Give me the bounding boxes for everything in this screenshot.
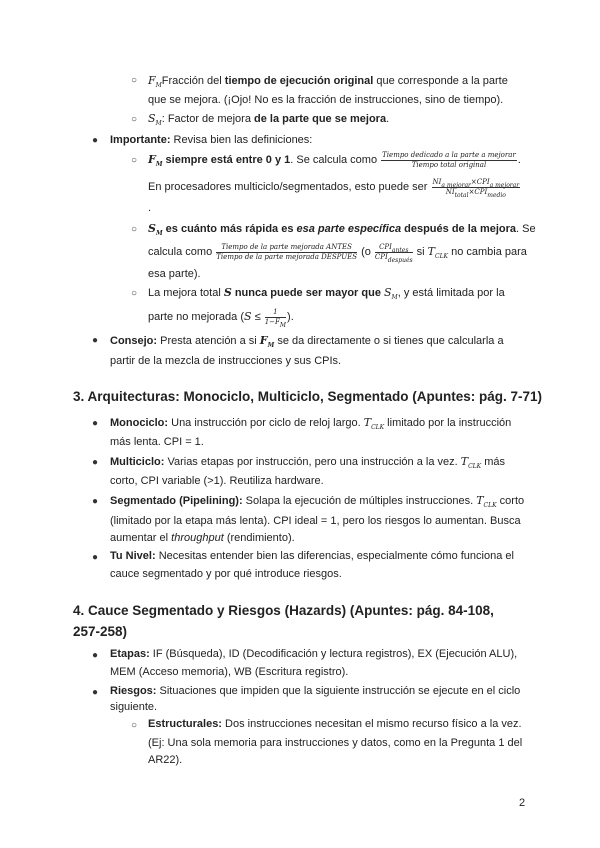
fm-definition-line-2: que se mejora. (¡Ojo! No es la fracción de instrucciones, sino de tiempo). — [148, 94, 504, 106]
riesgos-line: Riesgos: Situaciones que impiden que la siguiente instrucción se ejecute en el ciclo — [110, 685, 521, 697]
limit-line: La mejora total S nunca puede ser mayor que $S_M$, y está limitada por la — [148, 286, 505, 301]
segmentado-line: Segmentado (Pipelining): Solapa la ejecución de múltiples instrucciones. $T_{CLK}$ corto — [110, 494, 525, 509]
consejo-line-2: partir de la mezcla de instrucciones y sus CPIs. — [110, 355, 342, 367]
segmentado-line-2: (limitado por la etapa más lenta). CPI ideal = 1, pero los riesgos lo aumentan. Busca — [110, 515, 521, 527]
limit-line-2: parte no mejorada (S ≤ $\frac{1}{1-FM}$ ). — [148, 307, 294, 329]
fm-range-line: $F_M$ siempre está entre 0 y 1. Se calcula como $\frac{\text{Tiempo dedicado a la parte a mejorar}}{\text{Tiempo total original}}$ . — [148, 150, 521, 169]
section-4-heading: 4. Cauce Segmentado y Riesgos (Hazards) (Apuntes: pág. 84-108, — [73, 603, 494, 618]
riesgos-line-2: siguiente. — [110, 701, 158, 713]
section-4-heading-2: 257-258) — [73, 624, 128, 639]
multiciclo-fm-line: En procesadores multiciclo/segmentados, esto puede ser $\frac{\text{NIa mejorar×CPIa mejorar}}{\text{NItotal×CPImedio}}$ — [148, 177, 520, 199]
hollow-bullet: ○ — [131, 224, 138, 235]
section-3-heading: 3. Arquitecturas: Monociclo, Multiciclo, Segmentado (Apuntes: pág. 7-71) — [73, 389, 543, 404]
etapas-line-2: MEM (Acceso memoria), WB (Escritura registro). — [110, 666, 349, 678]
filled-bullet: ● — [92, 650, 99, 661]
cpi-fraction: $\frac{\text{CPIantes}}{\text{CPIdespués}}$ — [374, 242, 413, 264]
multiciclo-line: Multiciclo: Varias etapas por instrucción, pero una instrucción a la vez. $T_{CLK}$ más — [110, 455, 505, 470]
filled-bullet: ● — [92, 135, 99, 146]
monociclo-line-2: más lenta. CPI = 1. — [110, 436, 204, 448]
fm-definition-line: $F_MFracción$ del tiempo de ejecución original que corresponde a la parte — [148, 74, 508, 89]
multiciclo-line-2: corto, CPI variable (>1). Reutiliza hardware. — [110, 475, 324, 487]
etapas-line: Etapas: IF (Búsqueda), ID (Decodificación y lectura registros), EX (Ejecución ALU), — [110, 648, 518, 660]
sm-calc-line: calcula como $\frac{\text{Tiempo de la parte mejorada ANTES}}{\text{Tiempo de la parte mejorada DESPUÉS}}$ (o $\frac{\text{CPIantes}}{\text{CPIdespués}}$ si $T_{CLK}$ no cambia para — [148, 242, 527, 264]
hollow-bullet: ○ — [131, 720, 138, 731]
esa-parte-line: esa parte). — [148, 268, 201, 280]
filled-bullet: ● — [92, 457, 99, 468]
filled-bullet: ● — [92, 687, 99, 698]
page-number: 2 — [519, 797, 526, 809]
estructurales-line-3: AR22). — [148, 754, 183, 766]
ni-cpi-fraction: $\frac{\text{NIa mejorar×CPIa mejorar}}{\text{NItotal×CPImedio}}$ — [432, 177, 520, 199]
monociclo-line: Monociclo: Una instrucción por ciclo de reloj largo. $T_{CLK}$ limitado por la instrucción — [110, 416, 512, 431]
estructurales-line-2: (Ej: Una sola memoria para instrucciones y datos, como en la Pregunta 1 del — [148, 737, 523, 749]
sm-time-fraction: $\frac{\text{Tiempo de la parte mejorada ANTES}}{\text{Tiempo de la parte mejorada DESPUÉS}}$ — [216, 242, 358, 261]
tu-nivel-line: Tu Nivel: Necesitas entender bien las diferencias, especialmente cómo funciona el — [110, 550, 514, 562]
hollow-bullet: ○ — [131, 288, 138, 299]
dot-line: . — [148, 202, 152, 214]
segmentado-line-3: aumentar el throughput (rendimiento). — [110, 532, 295, 544]
hollow-bullet: ○ — [131, 114, 138, 125]
tu-nivel-line-2: cauce segmentado y por qué introduce riesgos. — [110, 568, 342, 580]
importante-line: Importante: Revisa bien las definiciones: — [110, 134, 313, 146]
sm-speedup-line: $S_M$ es cuánto más rápida es esa parte específica después de la mejora. Se — [148, 222, 536, 237]
estructurales-line: Estructurales: Dos instrucciones necesitan el mismo recurso físico a la vez. — [148, 718, 522, 730]
hollow-bullet: ○ — [131, 75, 138, 86]
filled-bullet: ● — [92, 552, 99, 563]
sm-definition-line: $S_M$: Factor de mejora de la parte que se mejora. — [148, 112, 390, 127]
filled-bullet: ● — [92, 418, 99, 429]
filled-bullet: ● — [92, 496, 99, 507]
fm-fraction: $\frac{\text{Tiempo dedicado a la parte a mejorar}}{\text{Tiempo total original}}$ — [382, 150, 516, 169]
amdahl-limit-fraction: $\frac{1}{1-FM}$ — [264, 307, 287, 329]
consejo-line: Consejo: Presta atención a si $F_M$ se da directamente o si tienes que calcularla a — [110, 334, 504, 349]
filled-bullet: ● — [92, 335, 99, 346]
hollow-bullet: ○ — [131, 155, 138, 166]
